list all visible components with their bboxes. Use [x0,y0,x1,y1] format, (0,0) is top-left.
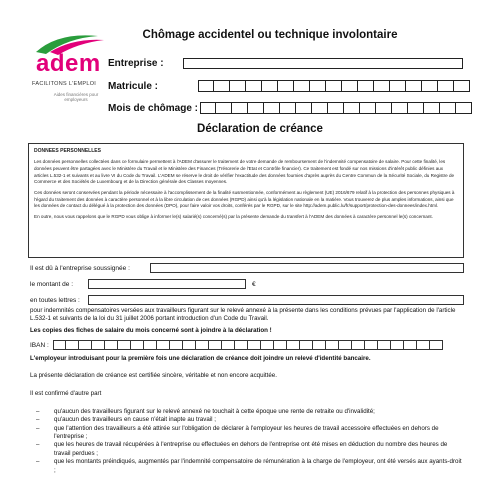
indemnites-text: pour indemnités compensatoires versées aux travailleurs figurant sur le relevé annexé à la présente dans les conditions prévues par l'application de l'article L.532-1 et suivants de la loi du 31 juillet 2006 portant introduction d'un Code du Travail. [30,307,456,323]
list-item: – qu'aucun des travailleurs en cause n'était inapte au travail ; [36,416,462,424]
montant-label: le montant de : [30,280,73,288]
section-title: Déclaration de créance [197,123,323,135]
entreprise-row [108,58,463,69]
entreprise-field[interactable] [183,58,463,69]
iban-field[interactable] [53,340,443,350]
montant-field[interactable] [88,279,246,289]
iban-row [30,340,443,350]
privacy-paragraph-2: Ces données seront conservées pendant la période nécessaire à l'accomplissement de la finalité susmentionnée, conformément au règlement (UE) 2016/679 relatif à la protection des personnes physiques à l'égard du traitement des données à caractère personnel et à la libre circulation de ces données (RGPD) ainsi qu'à la législation nationale en la matière. Vous trouverez de plus amples informations, ainsi que les données de contact du délégué à la protection des données (DPO), pour faire valoir vos droits, conférés par le RGPD, sur le site http://adem.public.lu/fr/support/protection-des-donnees/index.html. [34,189,455,209]
list-item: – qu'aucun des travailleurs figurant sur le relevé annexé ne touchait à cette époque une rente de retraite ou d'invalidité; [36,408,462,416]
privacy-notice [28,143,464,258]
privacy-paragraph-1: Les données personnelles collectées dans ce formulaire permettent à l'ADEM d'assurer le traitement de votre demande de remboursement de l'indemnité compensatoire de salaire. Pour cette finalité, les données peuvent être partagées avec le Ministère du Travail et le Ministère des Finances (Trésorerie de l'Etat et Contrôle financier). Ce traitement est fondé sur nos missions d'intérêt public définies aux articles L.532-1 et suivants et au livre VI du Code du Travail. L'ADEM se réserve le droit de vérifier l'exactitude des données fournies d'après auprès du Centre Commun de la Sécurité Sociale, du Registre de Commerce et des Sociétés de Luxembourg et de la Direction générale des Classes moyennes. [34,159,455,185]
logo-brand-text: adem [36,50,101,77]
matricule-label: Matricule : [108,80,159,92]
currency-symbol: € [252,280,256,288]
privacy-paragraph-3: En outre, nous vous rappelons que le RGPD vous oblige à informer le(s) salarié(s) concerné(s) par la présente demande du transfert à l'ADEM des données à caractère personnel le(s) concernant. [34,213,433,219]
lettres-label: en toutes lettres : [30,296,80,304]
iban-label: IBAN : [30,341,49,349]
entreprise-label: Entreprise : [108,58,164,69]
lettres-row [30,295,464,305]
logo-tagline: FACILITONS L'EMPLOI [32,81,97,87]
list-item: – que les heures de travail récupérées à l'entreprise ou effectuées en dehors de l'entreprise ont été mises en déduction du nombre des heures de travail perdues ; [36,441,462,458]
soussignee-field[interactable] [150,263,464,273]
matricule-field[interactable] [198,80,470,92]
logo-subtitle: Aides financières pour employeurs [53,92,99,103]
mois-field[interactable] [200,102,472,114]
certifiee-text: La présente déclaration de créance est certifiée sincère, véritable et non encore acquittée. [30,372,277,379]
page-title: Chômage accidentel ou technique involontaire [142,29,398,41]
list-item: – que l'attention des travailleurs a été attirée sur l'obligation de déclarer à l'employeur les heures de travail accessoire effectuées en dehors de l'entreprise ; [36,425,462,442]
soussignee-row [30,263,464,273]
mois-row [108,102,472,114]
employeur-note: L'employeur introduisant pour la première fois une déclaration de créance doit joindre un relevé d'identité bancaire. [30,355,371,362]
lettres-field[interactable] [88,295,464,305]
confirme-text: Il est confirmé d'autre part [30,390,102,397]
list-item: – que les montants préindiqués, augmentés par l'indemnité compensatoire de rémunération à la charge de l'employeur, ont été versés aux ayants-droit ; [36,458,462,475]
matricule-row [108,80,470,92]
confirmation-list [36,408,462,475]
mois-label: Mois de chômage : [108,102,199,114]
soussignee-label: Il est dû à l'entreprise soussignée : [30,264,130,272]
copies-warning: Les copies des fiches de salaire du mois concerné sont à joindre à la déclaration ! [30,327,272,334]
privacy-title: DONNEES PERSONNELLES [34,148,101,154]
montant-row [30,279,256,289]
